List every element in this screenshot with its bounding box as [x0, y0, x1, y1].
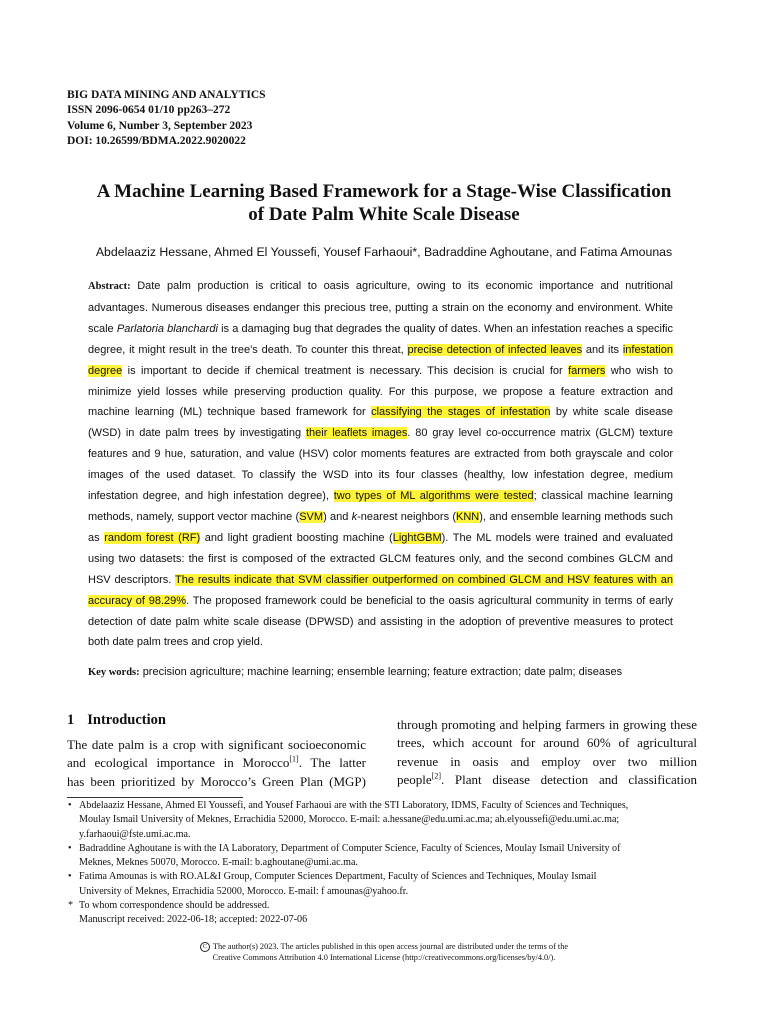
highlighted-phrase: LightGBM [392, 531, 442, 544]
highlighted-phrase: SVM [299, 510, 324, 523]
body-column-right [397, 716, 697, 789]
body-line: and ecological importance in Morocco[1]. The latter [67, 754, 366, 771]
footnote-list [67, 799, 697, 913]
keywords [88, 666, 688, 678]
highlighted-phrase: KNN [456, 510, 480, 523]
abstract-text: Parlatoria blanchardi [116, 322, 218, 335]
abstract-text: ). The ML models were trained and evaluated using two datasets: the first is composed of the extracted GLCM features only, and the second combines GLCM and HSV descriptors. [88, 531, 673, 586]
title-line-1: A Machine Learning Based Framework for a Stage-Wise Classification [96, 181, 672, 202]
author-list: Abdelaaziz Hessane, Ahmed El Youssefi, Yousef Farhaoui*, Badraddine Aghoutane, and Fatima Amounas [95, 245, 673, 259]
abstract-text: . 80 gray level co-occurrence matrix (GLCM) texture features and 9 hue, saturation, and value (HSV) color moments features are extracted from both grayscale and color images of the used dataset. To classify the WSD into its four classes (healthy, low infestation degree, medium infestation degree, and high infestation degree), [88, 427, 673, 503]
license-line-1: The author(s) 2023. The articles published in this open access journal are distributed under the terms of the [212, 942, 569, 951]
citation: [1] [289, 754, 299, 764]
abstract-text: who wish to minimize yield losses while preserving production quality. For this purpose, we propose a feature extraction and machine learning (ML) technique based framework for [88, 364, 674, 419]
abstract-text: k [351, 510, 358, 523]
footnote: * To whom correspondence should be addressed. [68, 900, 270, 912]
abstract [88, 276, 673, 653]
abstract-text: ) and [323, 510, 352, 523]
cc-icon: C [200, 942, 210, 952]
abstract-body [88, 280, 673, 648]
highlighted-phrase: The results indicate that SVM classifier outperformed on combined GLCM and HSV features with an accuracy of 98.29% [88, 573, 673, 607]
body-line: people[2]. Plant disease detection and classification [397, 771, 697, 787]
body-line: through promoting and helping farmers in growing these [397, 717, 697, 732]
abstract-text: by white scale disease (WSD) in date palm trees by investigating [88, 406, 674, 440]
abstract-text: ; classical machine learning methods, namely, support vector machine ( [88, 490, 673, 523]
manuscript-received: Manuscript received: 2022-06-18; accepted: 2022-07-06 [79, 914, 308, 926]
highlighted-phrase: farmers [568, 364, 606, 377]
section-heading [67, 712, 166, 729]
journal-issn: ISSN 2096-0654 01/10 pp263–272 [67, 104, 231, 117]
citation: [2] [431, 771, 441, 781]
keywords-text: precision agriculture; machine learning; ensemble learning; feature extraction; date palm; diseases [142, 666, 623, 678]
highlighted-phrase: two types of ML algorithms were tested [333, 490, 534, 503]
footnotes [67, 799, 697, 928]
footnote: • Badraddine Aghoutane is with the IA Laboratory, Department of Computer Science, Faculty of Sciences, Moulay Ismail University of Meknes, Meknes 50070, Morocco. E-mail: b.aghoutane@umi.ac.ma. [68, 842, 621, 869]
body-line: The date palm is a crop with significant socioeconomic [67, 737, 366, 752]
highlighted-phrase: random forest (RF) [104, 531, 201, 544]
footnote: • Fatima Amounas is with RO.AL&I Group, Computer Sciences Department, Faculty of Sciences and Techniques, Moulay Ismail University of Meknes, Errachidia 52000, Morocco. E-mail: f amounas@yahoo.fr. [68, 871, 597, 897]
journal-header [67, 88, 327, 149]
abstract-text: -nearest neighbors ( [357, 510, 457, 523]
abstract-text: is important to decide if chemical treatment is necessary. This decision is crucial for [122, 364, 569, 377]
license-notice [140, 941, 628, 963]
abstract-text: and light gradient boosting machine ( [200, 531, 393, 544]
highlighted-phrase: precise detection of infected leaves [407, 343, 583, 356]
body-line: has been prioritized by Morocco’s Green Plan (MGP) [67, 773, 366, 789]
abstract-text: . The proposed framework could be beneficial to the oasis agricultural community in terms of early detection of date palm white scale disease (DPWSD) and assisting in the adoption of preventive measures to protect both date palm trees and crop yield. [88, 594, 673, 649]
abstract-text: Date palm production is critical to oasis agriculture, owing to its economic importance and nutritional advantages. Numerous diseases endanger this precious tree, putting a strain on the economy and environment. White scale [88, 280, 673, 335]
title-line-2: of Date Palm White Scale Disease [248, 204, 520, 225]
abstract-label: Abstract: [88, 281, 131, 292]
section-number: 1 [67, 712, 75, 728]
section-title: Introduction [87, 712, 166, 728]
footnote-divider [67, 797, 243, 798]
journal-volume: Volume 6, Number 3, September 2023 [67, 119, 253, 132]
abstract-text: is a damaging bug that degrades the quality of dates. When an infestation reaches a specific degree, it might result in the tree’s death. To counter this threat, [88, 322, 673, 356]
highlighted-phrase: infestation degree [88, 343, 673, 377]
body-column-left [67, 736, 366, 791]
keywords-label: Key words: [88, 667, 140, 678]
highlighted-phrase: classifying the stages of infestation [371, 406, 551, 419]
abstract-text: ), and ensemble learning methods such as [88, 510, 673, 544]
abstract-text: and its [582, 343, 623, 356]
journal-name: BIG DATA MINING AND ANALYTICS [67, 89, 266, 101]
highlighted-phrase: their leaflets images [305, 427, 408, 440]
paper-title [40, 180, 728, 226]
body-line: revenue in oasis and employ over two million [397, 753, 697, 769]
journal-doi: DOI: 10.26599/BDMA.2022.9020022 [67, 134, 246, 147]
body-line: trees, which account for around 60% of agricultural [397, 735, 697, 751]
license-line-2: Creative Commons Attribution 4.0 International License (http://creativecommons.org/licenses/by/4.0/). [212, 953, 556, 963]
footnote: • Abdelaaziz Hessane, Ahmed El Youssefi, and Yousef Farhaoui are with the STI Laboratory, IDMS, Faculty of Sciences and Techniques, Moulay Ismail University of Meknes, Errachidia 52000, Morocco. E-mail: a.hessane@edu.umi.ac.ma; ah.elyoussefi@edu.umi.ac.ma; y.farhaoui@fste.umi.ac.ma. [68, 800, 629, 840]
